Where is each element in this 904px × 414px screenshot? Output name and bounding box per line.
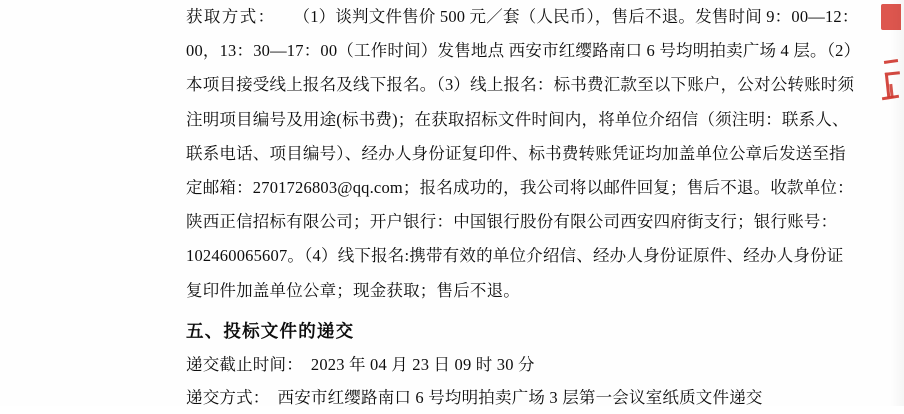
submission-method-value: 西安市红缨路南口 6 号均明拍卖广场 3 层第一会议室纸质文件递交 <box>277 387 763 407</box>
red-stamp-fragment-stroke-2-icon <box>885 71 903 97</box>
paragraph-1-line-9 <box>186 274 866 308</box>
paragraph-1-text-4: 注明项目编号及用途(标书费)；在获取招标文件时间内，将单位介绍信（须注明：联系人、 <box>186 109 849 129</box>
section-five-heading: 五、投标文件的递交 <box>186 320 355 341</box>
paragraph-1-text-9: 复印件加盖单位公章；现金获取；售后不退。 <box>186 280 520 300</box>
paragraph-1-line-7 <box>186 205 866 239</box>
paragraph-1-line-8 <box>186 239 866 273</box>
paragraph-1-line-3 <box>186 68 866 102</box>
submission-method-label: 递交方式： <box>186 387 270 407</box>
red-stamp-fragment-stroke-4-icon <box>889 84 893 98</box>
paragraph-1-line-6 <box>186 171 866 205</box>
paragraph-1-text-5: 联系电话、项目编号）、经办人身份证复印件、标书费转账凭证均加盖单位公章后发送至指 <box>186 143 846 163</box>
acquisition-method-label: 获取方式： <box>186 7 276 26</box>
red-stamp-fragment-top-icon <box>881 4 901 30</box>
red-stamp-fragment-stroke-1-icon <box>884 59 898 64</box>
paragraph-1-text-6: 定邮箱：2701726803@qq.com；报名成功的，我公司将以邮件回复；售后不退。收款单位： <box>186 177 854 197</box>
paragraph-1-line-1 <box>186 0 866 34</box>
section-five-heading-row <box>186 308 866 348</box>
paragraph-1-text-1: （1）谈判文件售价 500 元／套（人民币），售后不退。发售时间 9：00—12： <box>293 7 859 26</box>
document-body <box>186 0 866 414</box>
submission-deadline-label: 递交截止时间： <box>186 354 303 374</box>
paragraph-1-text-8: 102460065607。（4）线下报名:携带有效的单位介绍信、经办人身份证原件、经办人身份证 <box>186 246 844 266</box>
submission-deadline-value: 2023 年 04 月 23 日 09 时 30 分 <box>310 354 535 374</box>
paragraph-1-line-4 <box>186 103 866 137</box>
submission-method-row <box>186 381 866 414</box>
paragraph-1-line-5 <box>186 137 866 171</box>
paragraph-1-text-7: 陕西正信招标有限公司；开户银行：中国银行股份有限公司西安四府街支行；银行账号： <box>186 212 838 232</box>
paragraph-1-text-2: 00，13：30—17：00（工作时间）发售地点 西安市红缨路南口 6 号均明拍卖广场 4 层。（2） <box>186 41 861 61</box>
red-stamp-fragment-stroke-3-icon <box>882 95 899 101</box>
paragraph-1-text-3: 本项目接受线上报名及线下报名。（3）线上报名：标书费汇款至以下账户，公对公转账时须 <box>186 75 855 95</box>
submission-deadline-row <box>186 348 866 381</box>
paragraph-1-line-2 <box>186 34 866 68</box>
